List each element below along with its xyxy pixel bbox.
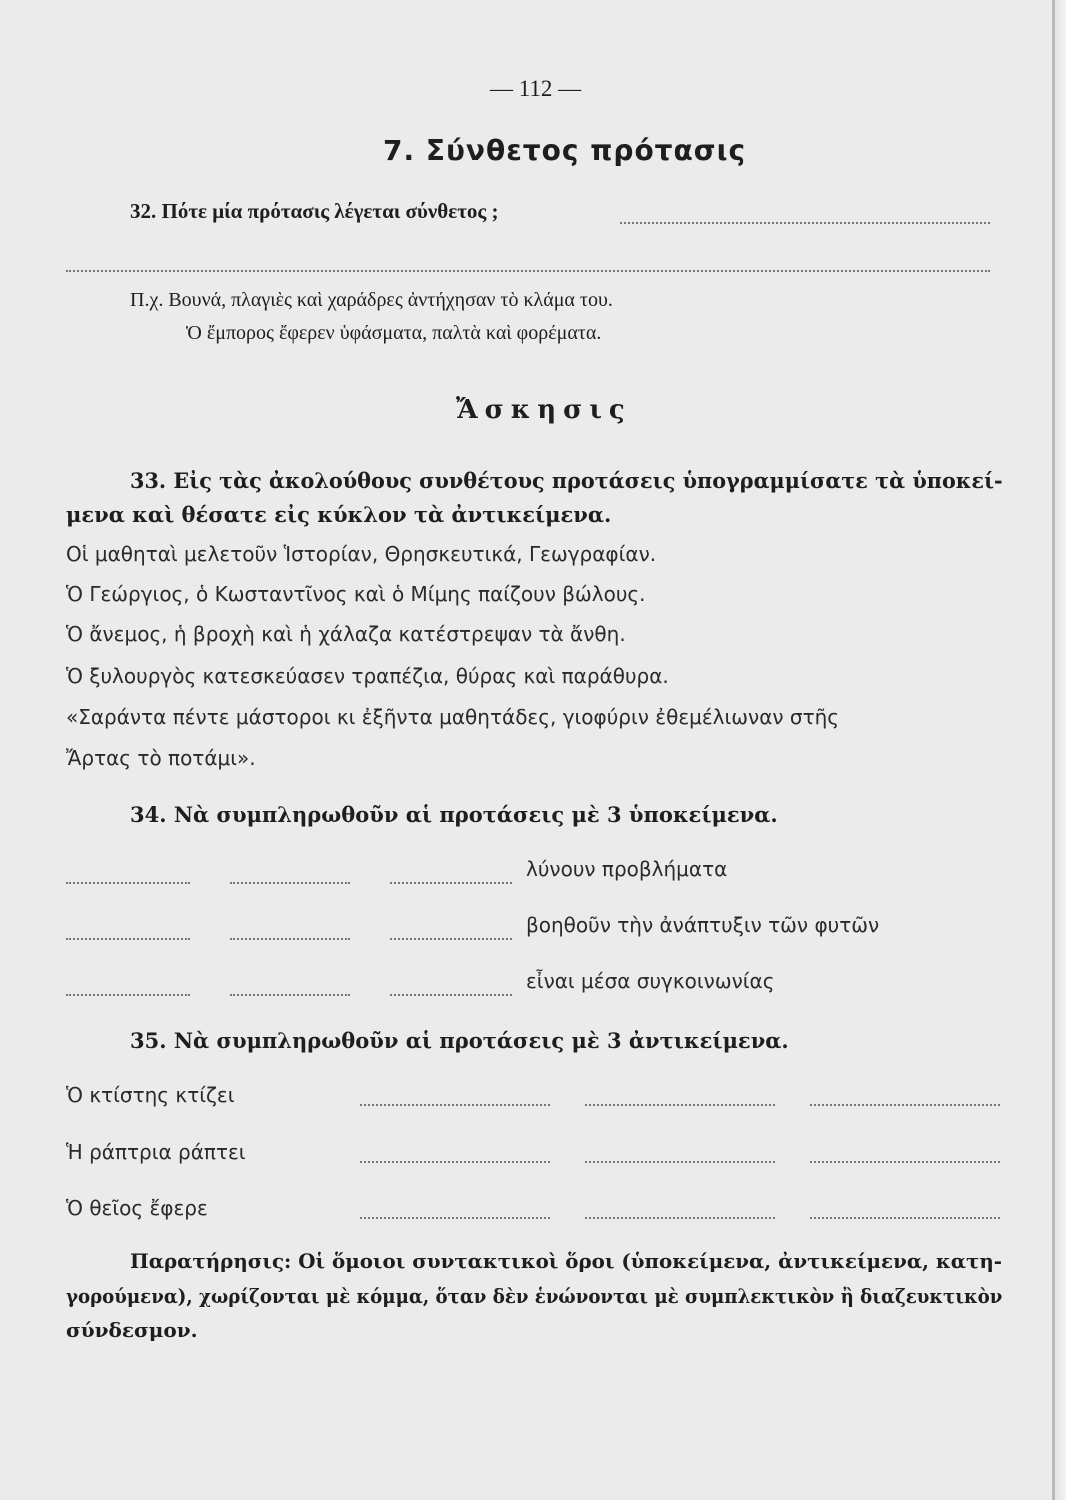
blank-34-2c[interactable]	[390, 938, 512, 940]
question-34: 34. Νὰ συμπληρωθοῦν αἱ προτάσεις μὲ 3 ὑποκείμενα.	[130, 802, 778, 827]
sentence-33-1: Οἱ μαθηταὶ μελετοῦν Ἱστορίαν, Θρησκευτικά, Γεωγραφίαν.	[66, 542, 657, 566]
blank-35-1a[interactable]	[360, 1104, 550, 1106]
question-32: 32. Πότε μία πρότασις λέγεται σύνθετος ;	[130, 199, 499, 223]
answer-line-32a[interactable]	[620, 222, 990, 224]
blank-34-3a[interactable]	[66, 994, 190, 996]
sentence-33-3: Ὁ ἄνεμος, ἡ βροχὴ καὶ ἡ χάλαζα κατέστρεψαν τὰ ἄνθη.	[66, 622, 626, 646]
blank-35-1b[interactable]	[585, 1104, 775, 1106]
note-line-2: γορούμενα), χωρίζονται μὲ κόμμα, ὅταν δὲν ἑνώνονται μὲ συμπλεκτικὸν ἢ διαζευκτικὸν	[66, 1284, 1003, 1308]
fill-34-3: εἶναι μέσα συγκοινωνίας	[526, 969, 775, 993]
blank-35-1c[interactable]	[810, 1104, 1000, 1106]
answer-line-32b[interactable]	[66, 270, 990, 272]
fill-35-1: Ὁ κτίστης κτίζει	[66, 1083, 235, 1107]
example-sentence-1: Π.χ. Βουνά, πλαγιὲς καὶ χαράδρες ἀντήχησαν τὸ κλάμα του.	[130, 289, 613, 311]
fill-35-2: Ἡ ράπτρια ράπτει	[66, 1140, 246, 1164]
sentence-33-6: Ἄρτας τὸ ποτάμι».	[66, 746, 256, 770]
blank-35-2a[interactable]	[360, 1161, 550, 1163]
fill-34-1: λύνουν προβλήματα	[526, 857, 728, 881]
note-line-3: σύνδεσμον.	[66, 1318, 198, 1342]
blank-34-2b[interactable]	[230, 938, 350, 940]
sentence-33-5: «Σαράντα πέντε μάστοροι κι ἐξῆντα μαθητάδες, γιοφύριν ἐθεμέλιωναν στῆς	[66, 705, 840, 729]
page-number: — 112 —	[490, 76, 582, 101]
blank-35-2b[interactable]	[585, 1161, 775, 1163]
fill-34-2: βοηθοῦν τὴν ἀνάπτυξιν τῶν φυτῶν	[526, 913, 880, 937]
blank-34-1a[interactable]	[66, 882, 190, 884]
blank-35-3c[interactable]	[810, 1217, 1000, 1219]
blank-35-3b[interactable]	[585, 1217, 775, 1219]
exercise-heading: Ἄσκησις	[456, 395, 632, 425]
sentence-33-2: Ὁ Γεώργιος, ὁ Κωσταντῖνος καὶ ὁ Μίμης παίζουν βώλους.	[66, 582, 646, 606]
blank-35-2c[interactable]	[810, 1161, 1000, 1163]
blank-34-2a[interactable]	[66, 938, 190, 940]
fill-35-3: Ὁ θεῖος ἔφερε	[66, 1196, 208, 1220]
section-title: 7. Σύνθετος πρότασις	[383, 134, 747, 167]
blank-34-1b[interactable]	[230, 882, 350, 884]
blank-34-1c[interactable]	[390, 882, 512, 884]
blank-34-3b[interactable]	[230, 994, 350, 996]
blank-34-3c[interactable]	[390, 994, 512, 996]
question-33-line-2: μενα καὶ θέσατε εἰς κύκλον τὰ ἀντικείμενα.	[66, 502, 612, 527]
question-35: 35. Νὰ συμπληρωθοῦν αἱ προτάσεις μὲ 3 ἀντικείμενα.	[130, 1028, 789, 1053]
note-line-1: Παρατήρησις: Οἱ ὅμοιοι συντακτικοὶ ὅροι (ὑποκείμενα, ἀντικείμενα, κατη-	[130, 1249, 1002, 1273]
blank-35-3a[interactable]	[360, 1217, 550, 1219]
question-33-line-1: 33. Εἰς τὰς ἀκολούθους συνθέτους προτάσεις ὑπογραμμίσατε τὰ ὑποκεί-	[130, 468, 1003, 493]
example-sentence-2: Ὁ ἔμπορος ἔφερεν ὑφάσματα, παλτὰ καὶ φορέματα.	[186, 322, 602, 344]
sentence-33-4: Ὁ ξυλουργὸς κατεσκεύασεν τραπέζια, θύρας καὶ παράθυρα.	[66, 664, 669, 688]
page-edge-shadow	[1055, 0, 1066, 1500]
